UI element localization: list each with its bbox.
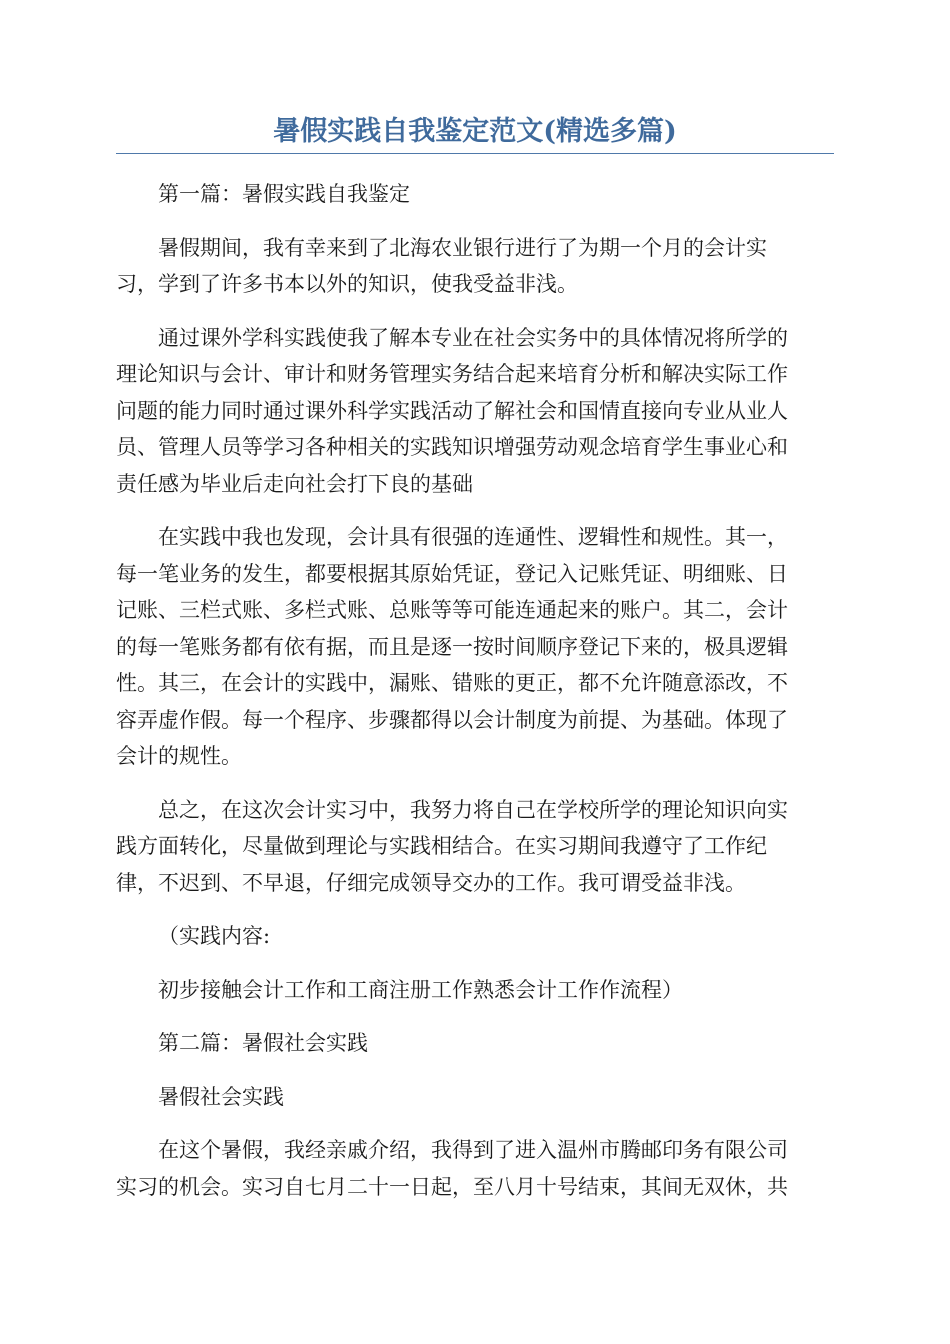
document-body <box>116 176 834 1205</box>
paragraph <box>116 1132 834 1205</box>
text-line: 实习的机会。实习自七月二十一日起，至八月十号结束，其间无双休，共 <box>116 1174 788 1199</box>
text-line: 性。其三，在会计的实践中，漏账、错账的更正，都不允许随意添改，不 <box>116 671 788 695</box>
text-line: 在实践中我也发现，会计具有很强的连通性、逻辑性和规性。其一， <box>158 525 788 549</box>
text-line: 总之，在这次会计实习中，我努力将自己在学校所学的理论知识向实 <box>158 797 788 822</box>
text-line: 践方面转化，尽量做到理论与实践相结合。在实习期间我遵守了工作纪 <box>116 834 767 858</box>
paragraph <box>116 792 834 902</box>
paragraph <box>116 230 834 303</box>
text-line: 会计的规性。 <box>116 744 242 768</box>
text-line: 习，学到了许多书本以外的知识，使我受益非浅。 <box>116 272 578 296</box>
paragraph <box>116 918 834 955</box>
paragraph <box>116 176 834 213</box>
paragraph <box>116 972 834 1009</box>
text-line: 理论知识与会计、审计和财务管理实务结合起来培育分析和解决实际工作 <box>116 362 788 386</box>
paragraph <box>116 320 834 503</box>
text-line: 第二篇：暑假社会实践 <box>158 1031 368 1055</box>
text-line: 记账、三栏式账、多栏式账、总账等等可能连通起来的账户。其二，会计 <box>116 598 788 622</box>
text-line: 初步接触会计工作和工商注册工作熟悉会计工作作流程） <box>158 977 683 1002</box>
text-line: 每一笔业务的发生，都要根据其原始凭证，登记入记账凭证、明细账、日 <box>116 561 788 586</box>
text-line: 暑假社会实践 <box>158 1084 284 1109</box>
paragraph <box>116 519 834 775</box>
text-line: （实践内容: <box>158 924 271 948</box>
text-line: 容弄虚作假。每一个程序、步骤都得以会计制度为前提、为基础。体现了 <box>116 707 788 732</box>
text-line: 暑假期间，我有幸来到了北海农业银行进行了为期一个月的会计实 <box>158 235 767 260</box>
text-line: 在这个暑假，我经亲戚介绍，我得到了进入温州市腾邮印务有限公司 <box>158 1138 788 1162</box>
text-line: 责任感为毕业后走向社会打下良的基础 <box>116 471 473 496</box>
document-title: 暑假实践自我鉴定范文(精选多篇) <box>273 116 677 147</box>
title-underline <box>116 153 834 154</box>
text-line: 问题的能力同时通过课外科学实践活动了解社会和国情直接向专业从业人 <box>116 398 788 423</box>
text-line: 通过课外学科实践使我了解本专业在社会实务中的具体情况将所学的 <box>158 325 788 350</box>
text-line: 的每一笔账务都有依有据，而且是逐一按时间顺序登记下来的，极具逻辑 <box>116 634 788 659</box>
paragraph <box>116 1079 834 1116</box>
text-line: 第一篇：暑假实践自我鉴定 <box>158 182 410 206</box>
text-line: 律，不迟到、不早退，仔细完成领导交办的工作。我可谓受益非浅。 <box>116 870 746 895</box>
text-line: 员、管理人员等学习各种相关的实践知识增强劳动观念培育学生事业心和 <box>116 435 788 459</box>
paragraph <box>116 1025 834 1062</box>
